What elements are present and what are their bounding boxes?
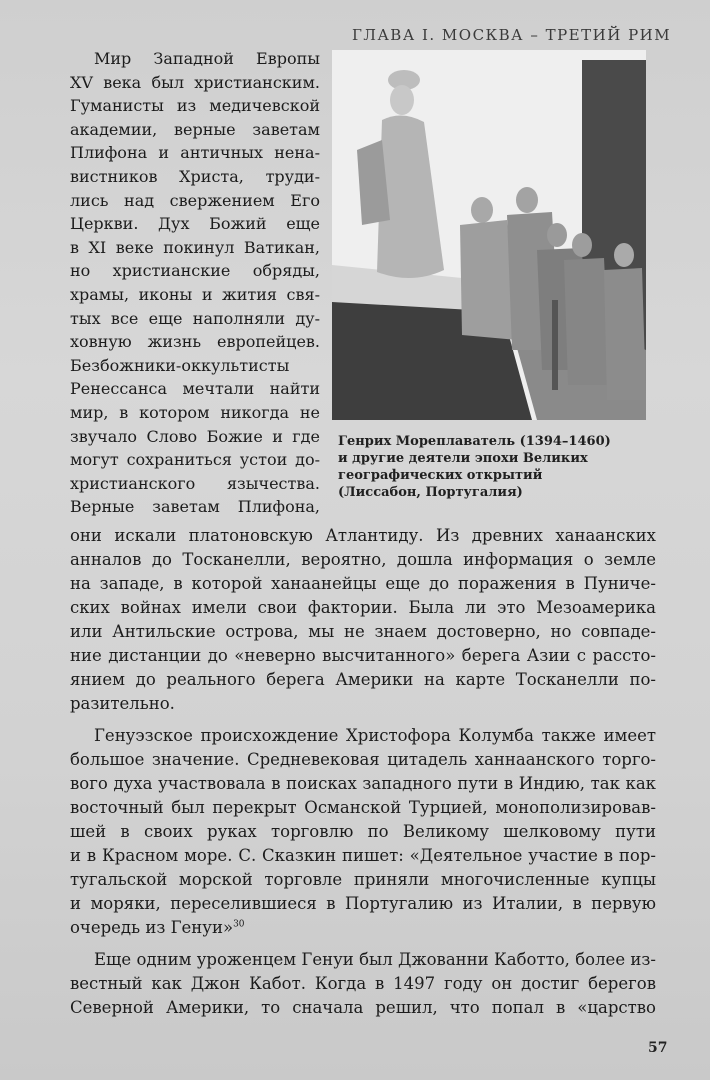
text-line: разительно. — [70, 694, 175, 713]
text-line: мир, в котором никогда не — [70, 402, 320, 422]
text-line: ских войнах имели свои фактории. Была ли это Мезоамерика — [70, 598, 656, 617]
text-line: академии, верные заветам — [70, 119, 320, 139]
monument-photo — [332, 50, 646, 420]
text-line: или Антильские острова, мы не знаем достоверно, но совпаде- — [70, 622, 656, 641]
figure-caption — [338, 433, 638, 501]
text-line: но христианские обряды, — [70, 261, 320, 281]
caption-line: и другие деятели эпохи Великих — [338, 451, 588, 466]
page-number: 57 — [648, 1040, 668, 1056]
text-line: Еще одним уроженцем Генуи был Джованни Каботто, более из- — [94, 950, 656, 969]
text-line: вестный как Джон Кабот. Когда в 1497 году он достиг берегов — [70, 974, 656, 993]
text-line: большое значение. Средневековая цитадель ханнаанского торго- — [70, 750, 656, 769]
text-line: могут сохраниться устои до- — [70, 450, 320, 470]
text-line: и в Красном море. С. Сказкин пишет: «Деятельное участие в пор- — [70, 846, 656, 865]
text-line: Гуманисты из медичевской — [70, 96, 320, 116]
text-line: звучало Слово Божие и где — [70, 426, 320, 446]
text-line: Северной Америки, то сначала решил, что попал в «царство — [70, 998, 656, 1017]
running-head: ГЛАВА I. МОСКВА – ТРЕТИЙ РИМ — [352, 26, 672, 44]
text-line: анналов до Тосканелли, вероятно, дошла информация о земле — [70, 550, 656, 569]
text-line: на западе, в которой ханаанейцы еще до поражения в Пуниче- — [70, 574, 656, 593]
text-line: вистников Христа, труди- — [70, 166, 320, 186]
text-line: ние дистанции до «неверно высчитанного» берега Азии с рассто- — [70, 646, 656, 665]
text-line: храмы, иконы и жития свя- — [70, 284, 320, 304]
caption-line: Генрих Мореплаватель (1394–1460) — [338, 434, 611, 449]
text-line: XV века был христианским. — [70, 72, 320, 92]
text-line: они искали платоновскую Атлантиду. Из древних ханаанских — [70, 526, 656, 545]
text-line: Плифона и античных нена- — [70, 143, 320, 163]
text-line — [70, 916, 656, 940]
text-line: христианского язычества. — [70, 473, 320, 493]
text-line: вого духа участвовала в поисках западного пути в Индию, так как — [70, 774, 656, 793]
text-line: Ренессанса мечтали найти — [70, 379, 320, 399]
text-line: тых все еще наполняли ду- — [70, 308, 320, 328]
body-text — [70, 524, 656, 1020]
text-line-content: очередь из Генуи» — [70, 918, 234, 937]
left-column-text — [70, 47, 320, 519]
text-line: янием до реального берега Америки на карте Тосканелли по- — [70, 670, 656, 689]
text-line: Безбожники-оккультисты — [70, 355, 290, 375]
text-line: восточный был перекрыт Османской Турцией, монополизировав- — [70, 798, 656, 817]
text-line: тугальской морской торговле приняли многочисленные купцы — [70, 870, 656, 889]
text-line: и моряки, переселившиеся в Португалию из Италии, в первую — [70, 894, 656, 913]
text-line: Мир Западной Европы — [94, 49, 320, 68]
text-line: Генуэзское происхождение Христофора Колумба также имеет — [94, 726, 656, 745]
text-line: шей в своих руках торговлю по Великому шелковому пути — [70, 822, 656, 841]
footnote-reference: 30 — [233, 919, 245, 930]
text-line: Верные заветам Плифона, — [70, 497, 320, 517]
text-line: лись над свержением Его — [70, 190, 320, 210]
text-line: Церкви. Дух Божий еще — [70, 214, 320, 234]
text-line: в XI веке покинул Ватикан, — [70, 237, 320, 257]
text-line: ховную жизнь европейцев. — [70, 332, 320, 352]
caption-line: (Лиссабон, Португалия) — [338, 485, 523, 500]
caption-line: географических открытий — [338, 468, 543, 483]
